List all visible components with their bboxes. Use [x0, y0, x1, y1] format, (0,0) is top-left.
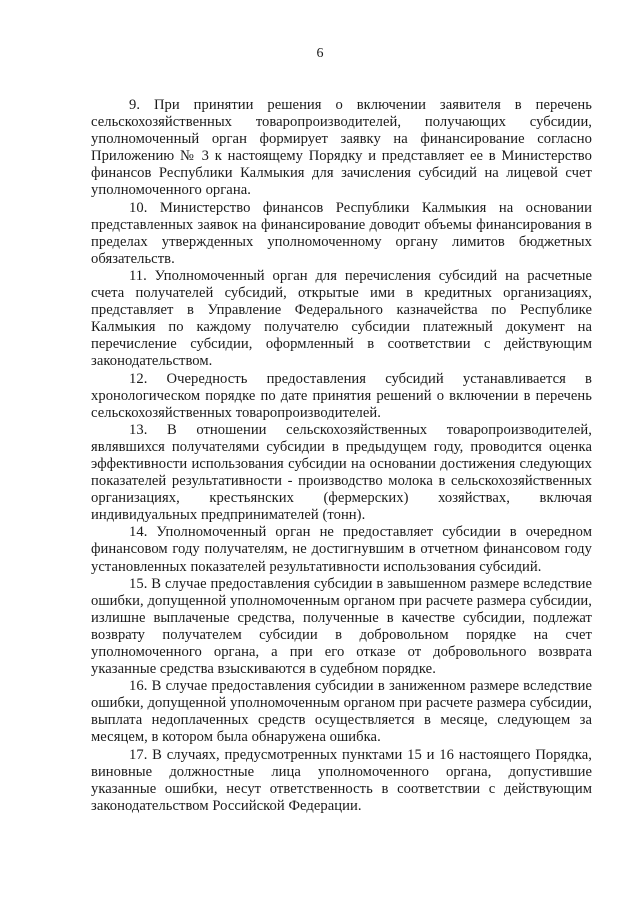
paragraph-11: 11. Уполномоченный орган для перечисления субсидий на расчетные счета получателей субсидий, открытые ими в кредитных организациях, представляет в Управление Федерального казначейства по Республике Калмыкия по каждому получателю субсидии платежный документ на перечисление субсидии, оформленный в соответствии с действующим законодательством. [91, 267, 592, 370]
paragraph-9: 9. При принятии решения о включении заявителя в перечень сельскохозяйственных товаропроизводителей, получающих субсидии, уполномоченный орган формирует заявку на финансирование согласно Приложению № 3 к настоящему Порядку и представляет ее в Министерство финансов Республики Калмыкия для зачисления субсидий на лицевой счет уполномоченного органа. [91, 97, 592, 199]
paragraph-13: 13. В отношении сельскохозяйственных товаропроизводителей, являвшихся получателями субсидии в предыдущем году, проводится оценка эффективности использования субсидии на основании достижения следующих показателей результативности - производство молока в сельскохозяйственных организациях, крестьянских (фермерских) хозяйствах, включая индивидуальных предпринимателей (тонн). [91, 421, 592, 524]
paragraph-17: 17. В случаях, предусмотренных пунктами 15 и 16 настоящего Порядка, виновные должностные лица уполномоченного органа, допустившие указанные ошибки, несут ответственность в соответствии с действующим законодательством Российской Федерации. [91, 746, 592, 814]
paragraph-12: 12. Очередность предоставления субсидий устанавливается в хронологическом порядке по дате принятия решений о включении в перечень сельскохозяйственных товаропроизводителей. [91, 370, 592, 421]
paragraph-14: 14. Уполномоченный орган не предоставляет субсидии в очередном финансовом году получателям, не достигнувшим в отчетном финансовом году установленных показателей результативности использования субсидий. [91, 524, 592, 575]
page-number: 6 [316, 46, 324, 61]
document-body [91, 97, 592, 815]
paragraph-15: 15. В случае предоставления субсидии в завышенном размере вследствие ошибки, допущенной уполномоченным органом при расчете размера субсидии, излишне выплаченые средства, полученные в качестве субсидии, подлежат возврату получателем субсидии в добровольном порядке на счет уполномоченного органа, а при его отказе от добровольного возврата указанные средства взыскиваются в судебном порядке. [91, 575, 592, 678]
paragraph-16: 16. В случае предоставления субсидии в заниженном размере вследствие ошибки, допущенной уполномоченным органом при расчете размера субсидии, выплата недоплаченных средств осуществляется в месяце, следующем за месяцем, в котором была обнаружена ошибка. [91, 678, 592, 746]
paragraph-10: 10. Министерство финансов Республики Калмыкия на основании представленных заявок на финансирование доводит объемы финансирования в пределах утвержденных уполномоченному органу лимитов бюджетных обязательств. [91, 199, 592, 267]
